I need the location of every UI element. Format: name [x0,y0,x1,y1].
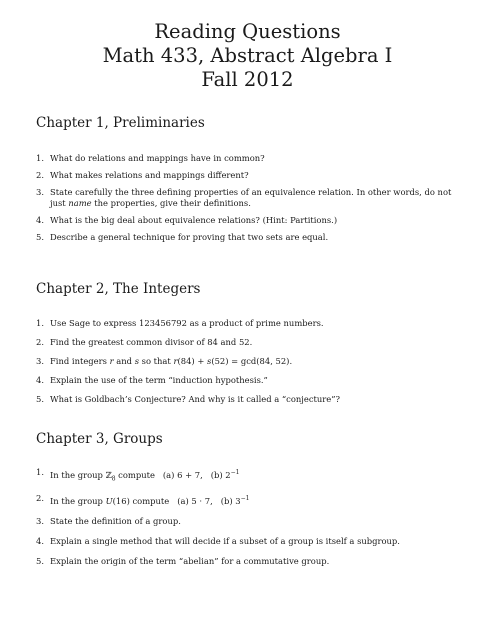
title-line-2: Math 433, Abstract Algebra I [102,44,393,67]
chapter-1-questions [36,153,466,243]
question-text: Find the greatest common divisor of 84 and 52. [50,337,253,347]
chapter-1-heading: Chapter 1, Preliminaries [36,115,205,131]
question-text: Find integers r and s so that r(84) + s(52) = gcd(84, 52). [50,356,293,366]
question-text: What makes relations and mappings different? [50,170,249,180]
question-text: Describe a general technique for proving that two sets are equal. [50,232,329,242]
question-text: In the group ℤ$_8$ compute (a) 6 + 7, (b) $2^{-1}$ [50,469,240,483]
list-item: 1. Use Sage to express 123456792 as a product of prime numbers. [36,318,466,329]
question-text: State carefully the three defining properties of an equivalence relation. In other words, do not just name the properties, give their definitions. [50,187,452,208]
question-text: What is the big deal about equivalence relations? (Hint: Partitions.) [50,215,338,225]
list-item: 2. Find the greatest common divisor of 84 and 52. [36,337,466,348]
list-item: 3. State the definition of a group. [36,516,466,527]
list-item: 1. In the group ℤ$_8$ compute (a) 6 + 7, (b) $2^{-1}$ [36,467,466,484]
list-item: 4. Explain a single method that will decide if a subset of a group is itself a subgroup. [36,536,466,547]
document-title [0,20,495,92]
title-line-3: Fall 2012 [201,68,294,91]
question-text: Explain the use of the term “induction hypothesis.” [50,375,268,385]
chapter-2-questions [36,318,466,405]
list-item: 5. What is Goldbach’s Conjecture? And why is it called a “conjecture”? [36,394,466,405]
list-item: 3. State carefully the three defining properties of an equivalence relation. In other words, do not just name the properties, give their definitions. [36,187,466,209]
list-item: 4. What is the big deal about equivalence relations? (Hint: Partitions.) [36,215,466,226]
question-text: What do relations and mappings have in common? [50,153,265,163]
question-text: Explain the origin of the term “abelian” for a commutative group. [50,556,330,567]
chapter-3-heading: Chapter 3, Groups [36,431,163,447]
list-item: 2. What makes relations and mappings different? [36,170,466,181]
list-item: 1. What do relations and mappings have in common? [36,153,466,164]
list-item: 5. Describe a general technique for proving that two sets are equal. [36,232,466,243]
chapter-2-heading: Chapter 2, The Integers [36,281,201,297]
list-item: 3. Find integers r and s so that r(84) + s(52) = gcd(84, 52). [36,356,466,367]
list-item: 2. In the group U(16) compute (a) 5 · 7, (b) $3^{-1}$ [36,493,466,507]
question-text: State the definition of a group. [50,516,181,527]
chapter-3-questions [36,467,466,567]
question-text: Use Sage to express 123456792 as a product of prime numbers. [50,318,324,328]
list-item: 4. Explain the use of the term “induction hypothesis.” [36,375,466,386]
question-text: Explain a single method that will decide if a subset of a group is itself a subgroup. [50,536,400,547]
list-item: 5. Explain the origin of the term “abelian” for a commutative group. [36,556,466,567]
question-text: What is Goldbach’s Conjecture? And why is it called a “conjecture”? [50,394,341,404]
title-line-1: Reading Questions [154,20,341,43]
question-text: In the group U(16) compute (a) 5 · 7, (b) $3^{-1}$ [50,495,250,507]
